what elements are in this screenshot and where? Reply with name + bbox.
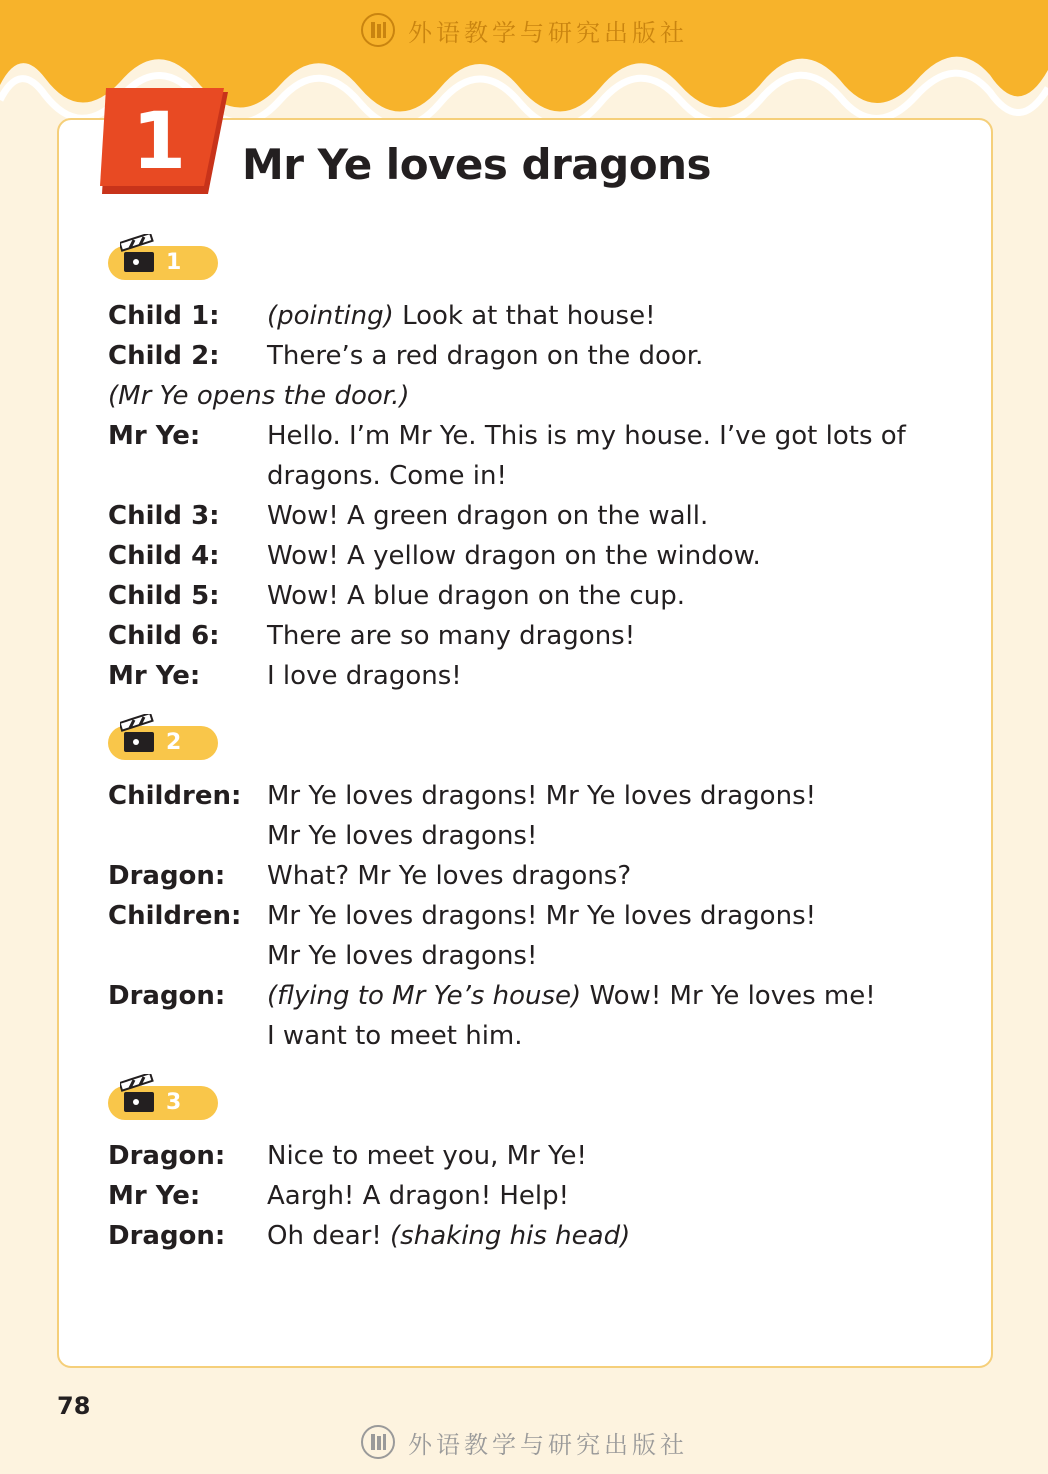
publisher-logo-icon [360,12,396,48]
speaker-label: Children: [108,781,242,811]
speech-text: Mr Ye loves dragons! Mr Ye loves dragons! [267,781,817,811]
publisher-logo-icon [360,1424,396,1460]
publisher-name: 外语教学与研究出版社 [408,1430,688,1459]
speech-text: Oh dear! [267,1221,391,1251]
scene-number-3: 3 [166,1090,182,1115]
speaker-label: Dragon: [108,1221,226,1251]
speech-text: dragons. Come in! [267,461,507,491]
speech-text: There’s a red dragon on the door. [267,341,704,371]
speech-text: Wow! A green dragon on the wall. [267,501,709,531]
speech-text: I want to meet him. [267,1021,523,1051]
stage-direction: (flying to Mr Ye’s house) [267,981,582,1011]
speaker-label: Child 2: [108,341,220,371]
speech-text: I love dragons! [267,661,462,691]
clapperboard-icon [120,714,160,758]
scene-number-1: 1 [166,250,182,275]
speaker-label: Child 3: [108,501,220,531]
speaker-label: Mr Ye: [108,1181,201,1211]
clapperboard-icon [120,1074,160,1118]
scene-tag-1 [108,244,218,280]
speaker-label: Dragon: [108,1141,226,1171]
speech-text: Mr Ye loves dragons! [267,821,538,851]
speech-text: Nice to meet you, Mr Ye! [267,1141,587,1171]
stage-direction: (shaking his head) [390,1221,631,1251]
scene-number-2: 2 [166,730,182,755]
stage-direction: (pointing) [267,301,394,331]
stage-direction: (Mr Ye opens the door.) [108,381,410,411]
speech-text: Wow! Mr Ye loves me! [581,981,876,1011]
speech-text: There are so many dragons! [267,621,636,651]
speaker-label: Dragon: [108,861,226,891]
publisher-name: 外语教学与研究出版社 [408,18,688,47]
speech-text: Mr Ye loves dragons! Mr Ye loves dragons! [267,901,817,931]
speech-text: Wow! A yellow dragon on the window. [267,541,761,571]
publisher-header [0,12,1048,48]
speaker-label: Child 4: [108,541,220,571]
scene-tag-3 [108,1084,218,1120]
speaker-label: Children: [108,901,242,931]
speaker-label: Dragon: [108,981,226,1011]
speaker-label: Mr Ye: [108,661,201,691]
speech-text: Wow! A blue dragon on the cup. [267,581,685,611]
speech-text: What? Mr Ye loves dragons? [267,861,632,891]
page-number: 78 [57,1392,91,1420]
speaker-label: Child 6: [108,621,220,651]
speaker-label: Child 5: [108,581,220,611]
speaker-label: Mr Ye: [108,421,201,451]
speech-text: Look at that house! [393,301,656,331]
unit-number: 1 [131,97,187,187]
clapperboard-icon [120,234,160,278]
speaker-label: Child 1: [108,301,220,331]
page-title: Mr Ye loves dragons [242,140,711,189]
scene-tag-2 [108,724,218,760]
publisher-footer [0,1424,1048,1460]
speech-text: Mr Ye loves dragons! [267,941,538,971]
speech-text: Hello. I’m Mr Ye. This is my house. I’ve got lots of [267,421,906,451]
speech-text: Aargh! A dragon! Help! [267,1181,570,1211]
